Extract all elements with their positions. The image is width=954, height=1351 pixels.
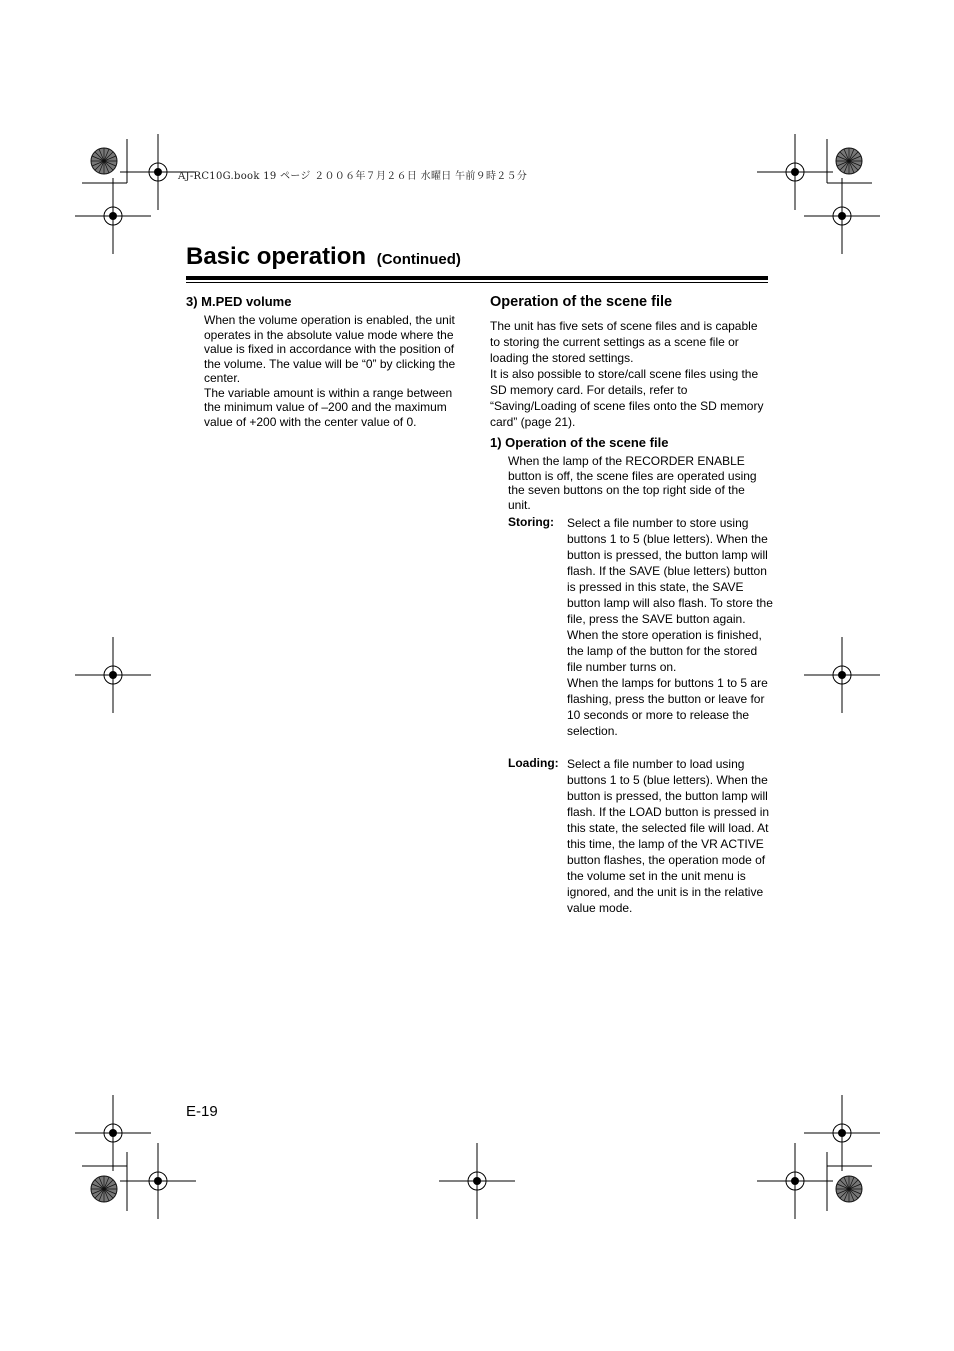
page-title (186, 243, 461, 271)
scene-operation-text: When the lamp of the RECORDER ENABLE button is off, the scene files are operated using the seven buttons on the top right side of the unit. (508, 454, 757, 512)
title-rule-thin (186, 282, 768, 283)
page-number: E-19 (186, 1103, 218, 1120)
mped-volume-heading: 3) M.PED volume (186, 294, 292, 309)
scene-file-heading: Operation of the scene file (490, 294, 673, 310)
loading-label: Loading: (508, 756, 559, 770)
scene-file-intro: The unit has five sets of scene files and is capable to storing the current settings as a scene file or loading the stored settings. It is also possible to store/call scene files using the SD memory card. For details, refer to “Saving/Loading of scene files onto the SD memory card” (page 21). (490, 319, 764, 429)
scene-operation-heading: 1) Operation of the scene file (490, 435, 669, 450)
storing-label: Storing: (508, 515, 554, 529)
storing-text: Select a file number to store using buttons 1 to 5 (blue letters). When the button is pressed, the button lamp will flash. If the SAVE (blue letters) button is pressed in this state, the SAVE button lamp will also flash. To store the file, press the SAVE button again. When the store operation is finished, the lamp of the button for the stored file number turns on. When the lamps for buttons 1 to 5 are flashing, press the button or leave for 10 seconds or more to release the selection. (567, 516, 773, 738)
title-rule-thick (186, 276, 768, 280)
print-info-line: AJ-RC10G.book 19 ページ ２００６年７月２６日 水曜日 午前９時２５分 (178, 171, 528, 182)
page-title-continued: (Continued) (376, 251, 461, 268)
mped-volume-text: When the volume operation is enabled, the unit operates in the absolute value mode where the value is fixed in accordance with the position of the volume. The value will be “0” by clicking the center. The variable amount is within a range between the minimum value of –200 and the maximum value of +200 with the center value of 0. (204, 313, 456, 429)
loading-text: Select a file number to load using buttons 1 to 5 (blue letters). When the button is pressed, the button lamp will flash. If the LOAD button is pressed in this state, the selected file will load. At this time, the lamp of the VR ACTIVE button flashes, the operation mode of the volume set in the unit menu is ignored, and the unit is in the relative value mode. (567, 757, 770, 915)
page-title-text: Basic operation (186, 243, 367, 270)
